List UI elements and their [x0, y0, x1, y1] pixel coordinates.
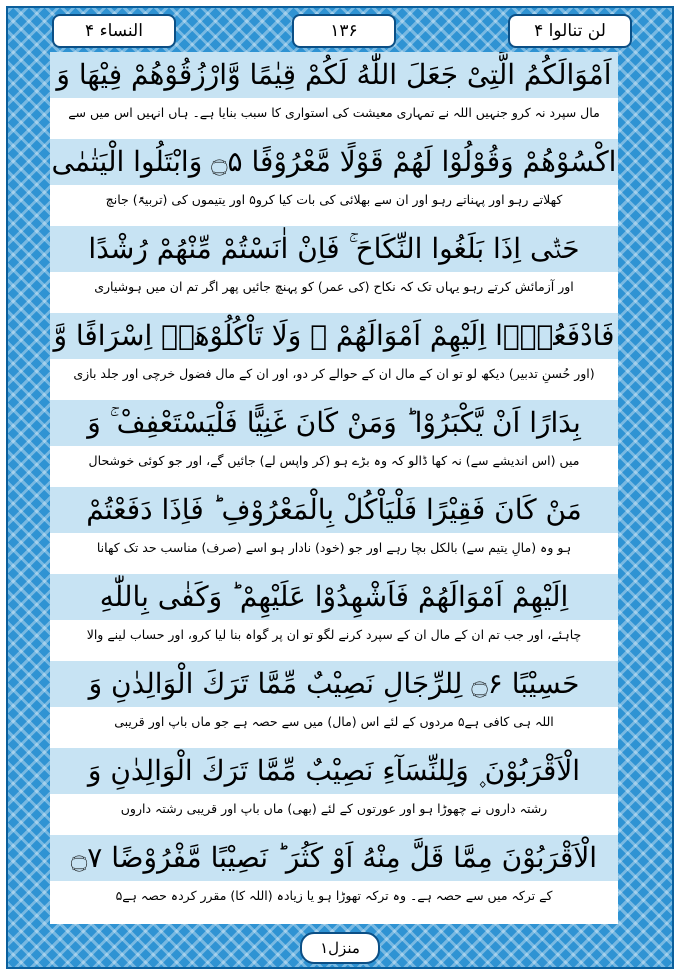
- verse-line-3: حَتّٰۤی اِذَا بَلَغُوا النِّكَاحَ ۚ فَاِنْ اٰنَسْتُمْ مِّنْهُمْ رُشْدًا: [50, 226, 618, 272]
- translation-line-2: کھلاتے رہو اور پہناتے رہو اور ان سے بھلائی کی بات کیا کرو۵ اور یتیموں کی (تربیۃً) جانچ: [50, 185, 618, 215]
- verse-line-5: بِدَارًا اَنْ یَّكْبَرُوْا ؕ وَمَنْ كَانَ غَنِیًّا فَلْیَسْتَعْفِفْ ۚ وَ: [50, 400, 618, 446]
- page-number: ۱۳۶: [292, 14, 396, 48]
- surah-name-label: النساء ۴: [52, 14, 176, 48]
- translation-line-9: رشتہ داروں نے چھوڑا ہو اور عورتوں کے لئے (بھی) ماں باپ اور قریبی رشتہ داروں: [50, 794, 618, 824]
- verse-line-1: اَمْوَالَكُمُ الَّتِیْ جَعَلَ اللّٰهُ لَكُمْ قِیٰمًا وَّارْزُقُوْهُمْ فِیْهَا وَ: [50, 52, 618, 98]
- translation-line-1: مال سپرد نہ کرو جنہیں اللہ نے تمہاری معیشت کی استواری کا سبب بنایا ہے۔ ہاں انہیں اس میں سے: [50, 98, 618, 128]
- verse-line-9: الْاَقْرَبُوْنَ ۪ وَلِلنِّسَآءِ نَصِیْبٌ مِّمَّا تَرَكَ الْوَالِدٰنِ وَ: [50, 748, 618, 794]
- page-header: [52, 12, 632, 50]
- translation-line-8: اللہ ہی کافی ہے۵ مردوں کے لئے اس (مال) میں سے حصہ ہے جو ماں باپ اور قریبی: [50, 707, 618, 737]
- translation-line-10: کے ترکہ میں سے حصہ ہے۔ وہ ترکہ تھوڑا ہو یا زیادہ (اللہ کا) مقرر کردہ حصہ ہے۵: [50, 881, 618, 911]
- translation-line-5: میں (اس اندیشے سے) نہ کھا ڈالو کہ وہ بڑے ہو (کر واپس لے) جائیں گے، اور جو کوئی خوشحال: [50, 446, 618, 476]
- verse-line-2: اكْسُوْهُمْ وَقُوْلُوْا لَهُمْ قَوْلًا مَّعْرُوْفًا ۝۵ وَابْتَلُوا الْیَتٰمٰی: [50, 139, 618, 185]
- verse-line-4: فَادْفَعُوْۤا اِلَیْهِمْ اَمْوَالَهُمْ ۚ وَلَا تَاْكُلُوْهَاۤ اِسْرَافًا وَّ: [50, 313, 618, 359]
- verse-line-6: مَنْ كَانَ فَقِیْرًا فَلْیَاْكُلْ بِالْمَعْرُوْفِ ؕ فَاِذَا دَفَعْتُمْ: [50, 487, 618, 533]
- translation-line-4: (اور حُسنِ تدبیر) دیکھ لو تو ان کے مال ان کے حوالے کر دو، اور ان کے مال فضول خرچی اور جلد بازی: [50, 359, 618, 389]
- page-content: [50, 52, 618, 924]
- verse-line-10: الْاَقْرَبُوْنَ مِمَّا قَلَّ مِنْهُ اَوْ كَثُرَ ؕ نَصِیْبًا مَّفْرُوْضًا ۝۷: [50, 835, 618, 881]
- translation-line-6: ہو وہ (مالِ یتیم سے) بالکل بچا رہے اور جو (خود) نادار ہو اسے (صرف) مناسب حد تک کھانا: [50, 533, 618, 563]
- manzil-label: منزل۱: [300, 932, 380, 964]
- verse-line-7: اِلَیْهِمْ اَمْوَالَهُمْ فَاَشْهِدُوْا عَلَیْهِمْ ؕ وَكَفٰی بِاللّٰهِ: [50, 574, 618, 620]
- juz-name-label: لن تنالوا ۴: [508, 14, 632, 48]
- translation-line-7: چاہئے، اور جب تم ان کے مال ان کے سپرد کرنے لگو تو ان پر گواہ بنا لیا کرو، اور حساب لینے والا: [50, 620, 618, 650]
- verse-line-8: حَسِیْبًا ۝۶ لِلرِّجَالِ نَصِیْبٌ مِّمَّا تَرَكَ الْوَالِدٰنِ وَ: [50, 661, 618, 707]
- translation-line-3: اور آزمائش کرتے رہو یہاں تک کہ نکاح (کی عمر) کو پہنچ جائیں پھر اگر تم ان میں ہوشیاری: [50, 272, 618, 302]
